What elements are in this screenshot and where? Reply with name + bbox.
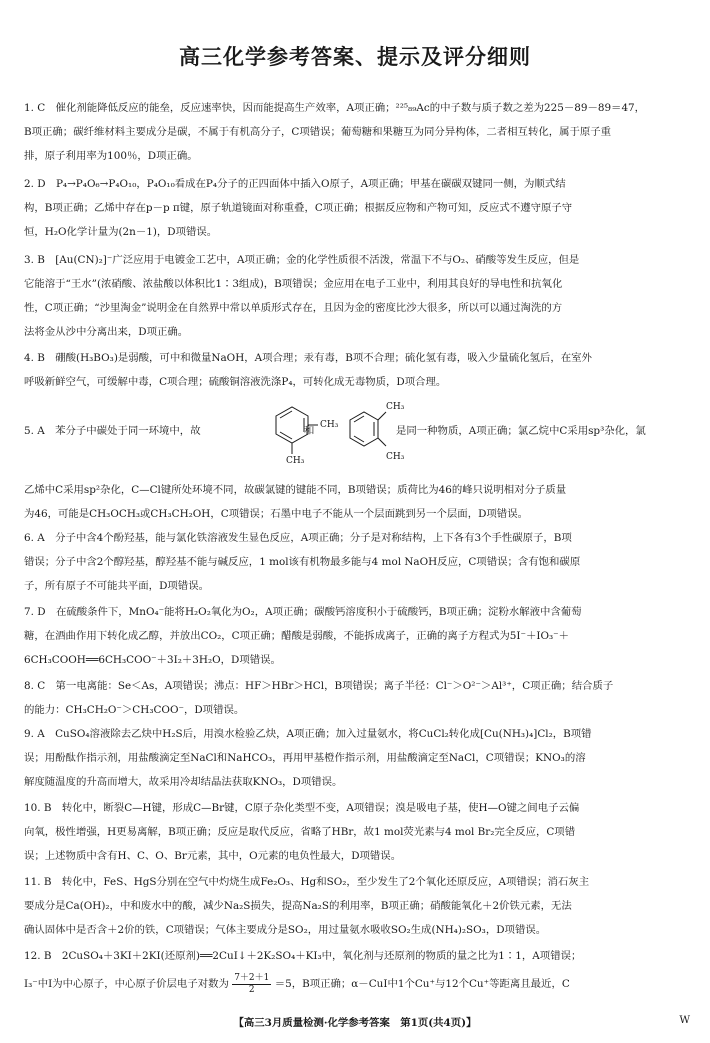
- footer-code: W: [679, 1014, 690, 1026]
- answer-line: 3. B [Au(CN)₂]⁻广泛应用于电镀金工艺中，A项正确；金的化学性质很不活泼，常温下不与O₂、硝酸等发生反应，但是: [24, 254, 580, 266]
- footer-text: 【高三3月质量检测·化学参考答案 第1页(共4页)】: [233, 1017, 477, 1029]
- answer-item-3: [24, 248, 696, 344]
- answer-line: 构，B项正确；乙烯中存在p－p π键，原子轨道镜面对称重叠，C项正确；根据反应物和产物可知，反应式不遵守原子守: [24, 202, 573, 214]
- answer-item-10: [24, 796, 696, 868]
- answer-line: 的能力：CH₃CH₂O⁻＞CH₃COO⁻，D项错误。: [24, 704, 245, 716]
- answer-line: 子，所有原子不可能共平面，D项错误。: [24, 580, 209, 592]
- answer-line: 乙烯中C采用sp²杂化，C—Cl键所处环境不同，故碳氯键的键能不同，B项错误；质荷比为46的峰只说明相对分子质量: [24, 484, 567, 496]
- answer-line: 8. C 第一电离能：Se＜As，A项错误；沸点：HF＞HBr＞HCl，B项错误；离子半径：Cl⁻＞O²⁻＞Al³⁺，C项正确；结合质子: [24, 680, 614, 692]
- answer-item-4: [24, 346, 696, 394]
- fraction-denominator: 2: [248, 984, 255, 995]
- answer-line: 1. C 催化剂能降低反应的能垒，反应速率快，因而能提高生产效率，A项正确；²²⁵₈₉Ac的中子数与质子数之差为225－89－89＝47，: [24, 102, 646, 114]
- answer-line: 9. A CuSO₄溶液除去乙炔中H₂S后，用溴水检验乙炔，A项正确；加入过量氨水，将CuCl₂转化成[Cu(NH₃)₄]Cl₂，B项错: [24, 728, 592, 740]
- answer-line: 2. D P₄→P₄O₆→P₄O₁₀，P₄O₁₀看成在P₄分子的正四面体中插入O原子，A项正确；甲基在碳碳双键同一侧，为顺式结: [24, 178, 566, 190]
- answer-item-5-structures: [24, 400, 696, 472]
- answer-line: 误；上述物质中含有H、C、O、Br元素，其中，O元素的电负性最大，D项错误。: [24, 850, 402, 862]
- answer-item-12: [24, 944, 696, 1000]
- answer-line: 10. B 转化中，断裂C—H键，形成C—Br键，C原子杂化类型不变，A项错误；溴是吸电子基，使H—O键之间电子云偏: [24, 802, 580, 814]
- answer-line: 确认固体中是否含＋2价的铁，C项错误；气体主要成分是SO₂，用过量氨水吸收SO₂生成(NH₄)₂SO₃，D项错误。: [24, 924, 547, 936]
- answer-line: B项正确；碳纤维材料主要成分是碳，不属于有机高分子，C项错误；葡萄糖和果糖互为同分异构体，二者相互转化，属于原子重: [24, 126, 612, 138]
- answer-text: I₃⁻中I为中心原子，中心原子价层电子对数为: [24, 978, 229, 990]
- answer-line: 5. A 苯分子中碳处于同一环境中，故: [24, 425, 201, 437]
- answer-item-7: [24, 600, 696, 672]
- answer-item-6: [24, 526, 696, 598]
- fraction-numerator: 7＋2＋1: [234, 972, 270, 983]
- methyl-label: CH₃: [286, 456, 305, 466]
- answer-line: 为46，可能是CH₃OCH₃或CH₃CH₂OH，C项错误；石墨中电子不能从一个层面跳到另一个层面，D项错误。: [24, 508, 528, 520]
- answer-line: 是同一种物质，A项正确；氯乙烷中C采用sp³杂化，氯: [396, 425, 646, 437]
- answer-item-1: [24, 96, 696, 168]
- answer-line: 12. B 2CuSO₄＋3KI＋2KI(还原剂)══2CuI↓＋2K₂SO₄＋KI₃中，氧化剂与还原剂的物质的量之比为1∶1，A项错误；: [24, 950, 582, 962]
- answer-line: 4. B 硼酸(H₃BO₃)是弱酸，可中和微量NaOH，A项合理；汞有毒，B项不合理；硫化氢有毒，吸入少量硫化氢后，在室外: [24, 352, 592, 364]
- page-title: 高三化学参考答案、提示及评分细则: [179, 45, 531, 69]
- answer-item-11: [24, 870, 696, 942]
- answer-line: 法将金从沙中分离出来，D项正确。: [24, 326, 189, 338]
- answer-line: 要成分是Ca(OH)₂，中和废水中的酸，减少Na₂S损失，提高Na₂S的利用率，B项正确；硝酸能氧化＋2价铁元素，无法: [24, 900, 572, 912]
- methyl-label: CH₃: [386, 402, 405, 412]
- answer-item-2: [24, 172, 696, 244]
- answer-line: 向氧，极性增强，H更易离解，B项正确；反应是取代反应，省略了HBr，故1 mol荧光素与4 mol Br₂完全反应，C项错: [24, 826, 576, 838]
- answer-line: 它能溶于“王水”(浓硝酸、浓盐酸以体积比1∶3组成)，B项错误；金应用在电子工业中，利用其良好的导电性和抗氧化: [24, 278, 563, 290]
- answer-line: 7. D 在硫酸条件下，MnO₄⁻能将H₂O₂氧化为O₂，A项正确；碳酸钙溶度积小于硫酸钙，B项正确；淀粉水解液中含葡萄: [24, 606, 582, 618]
- fraction: [232, 973, 271, 996]
- conjunction: 和: [304, 425, 315, 437]
- answer-line: 排，原子利用率为100％，D项正确。: [24, 150, 198, 162]
- answer-text: ＝5，B项正确；α－CuI中1个Cu⁺与12个Cu⁺等距离且最近，C: [274, 978, 570, 990]
- methyl-label: CH₃: [320, 420, 339, 430]
- answer-line: 呼吸新鲜空气，可缓解中毒，C项合理；硫酸铜溶液洗涤P₄，可转化成无毒物质，D项合理。: [24, 376, 447, 388]
- answer-line: 6. A 分子中含4个酚羟基，能与氯化铁溶液发生显色反应，A项正确；分子是对称结构，上下各有3个手性碳原子，B项: [24, 532, 572, 544]
- answer-line: 解度随温度的升高而增大，故采用冷却结晶法获取KNO₃，D项错误。: [24, 776, 343, 788]
- answer-line: 性，C项正确；“沙里淘金”说明金在自然界中常以单质形式存在，且因为金的密度比沙大很多，所以可以通过淘洗的方: [24, 302, 563, 314]
- answer-line: 糖，在酒曲作用下转化成乙醇，并放出CO₂，C项正确；醋酸是弱酸，不能拆成离子，正确的离子方程式为5I⁻＋IO₃⁻＋: [24, 630, 570, 642]
- answer-line: 11. B 转化中，FeS、HgS分别在空气中灼烧生成Fe₂O₃、Hg和SO₂，至少发生了2个氧化还原反应，A项错误；消石灰主: [24, 876, 590, 888]
- answer-line: 误；用酚酞作指示剂，用盐酸滴定至NaCl和NaHCO₃，再用甲基橙作指示剂，用盐酸滴定至NaCl，C项错误；KNO₃的溶: [24, 752, 586, 764]
- answer-line: 恒，H₂O化学计量为(2n－1)，D项错误。: [24, 226, 218, 238]
- methyl-label: CH₃: [386, 452, 405, 462]
- answer-line: [24, 968, 696, 1000]
- answer-line: 6CH₃COOH══6CH₃COO⁻＋3I₂＋3H₂O，D项错误。: [24, 654, 281, 666]
- answer-item-9: [24, 722, 696, 794]
- answer-line: 错误；分子中含2个醇羟基，醇羟基不能与碱反应，1 mol该有机物最多能与4 mol NaOH反应，C项错误；含有饱和碳原: [24, 556, 581, 568]
- answer-item-8: [24, 674, 696, 722]
- page-footer: [0, 1014, 710, 1029]
- answer-item-5: [24, 478, 696, 526]
